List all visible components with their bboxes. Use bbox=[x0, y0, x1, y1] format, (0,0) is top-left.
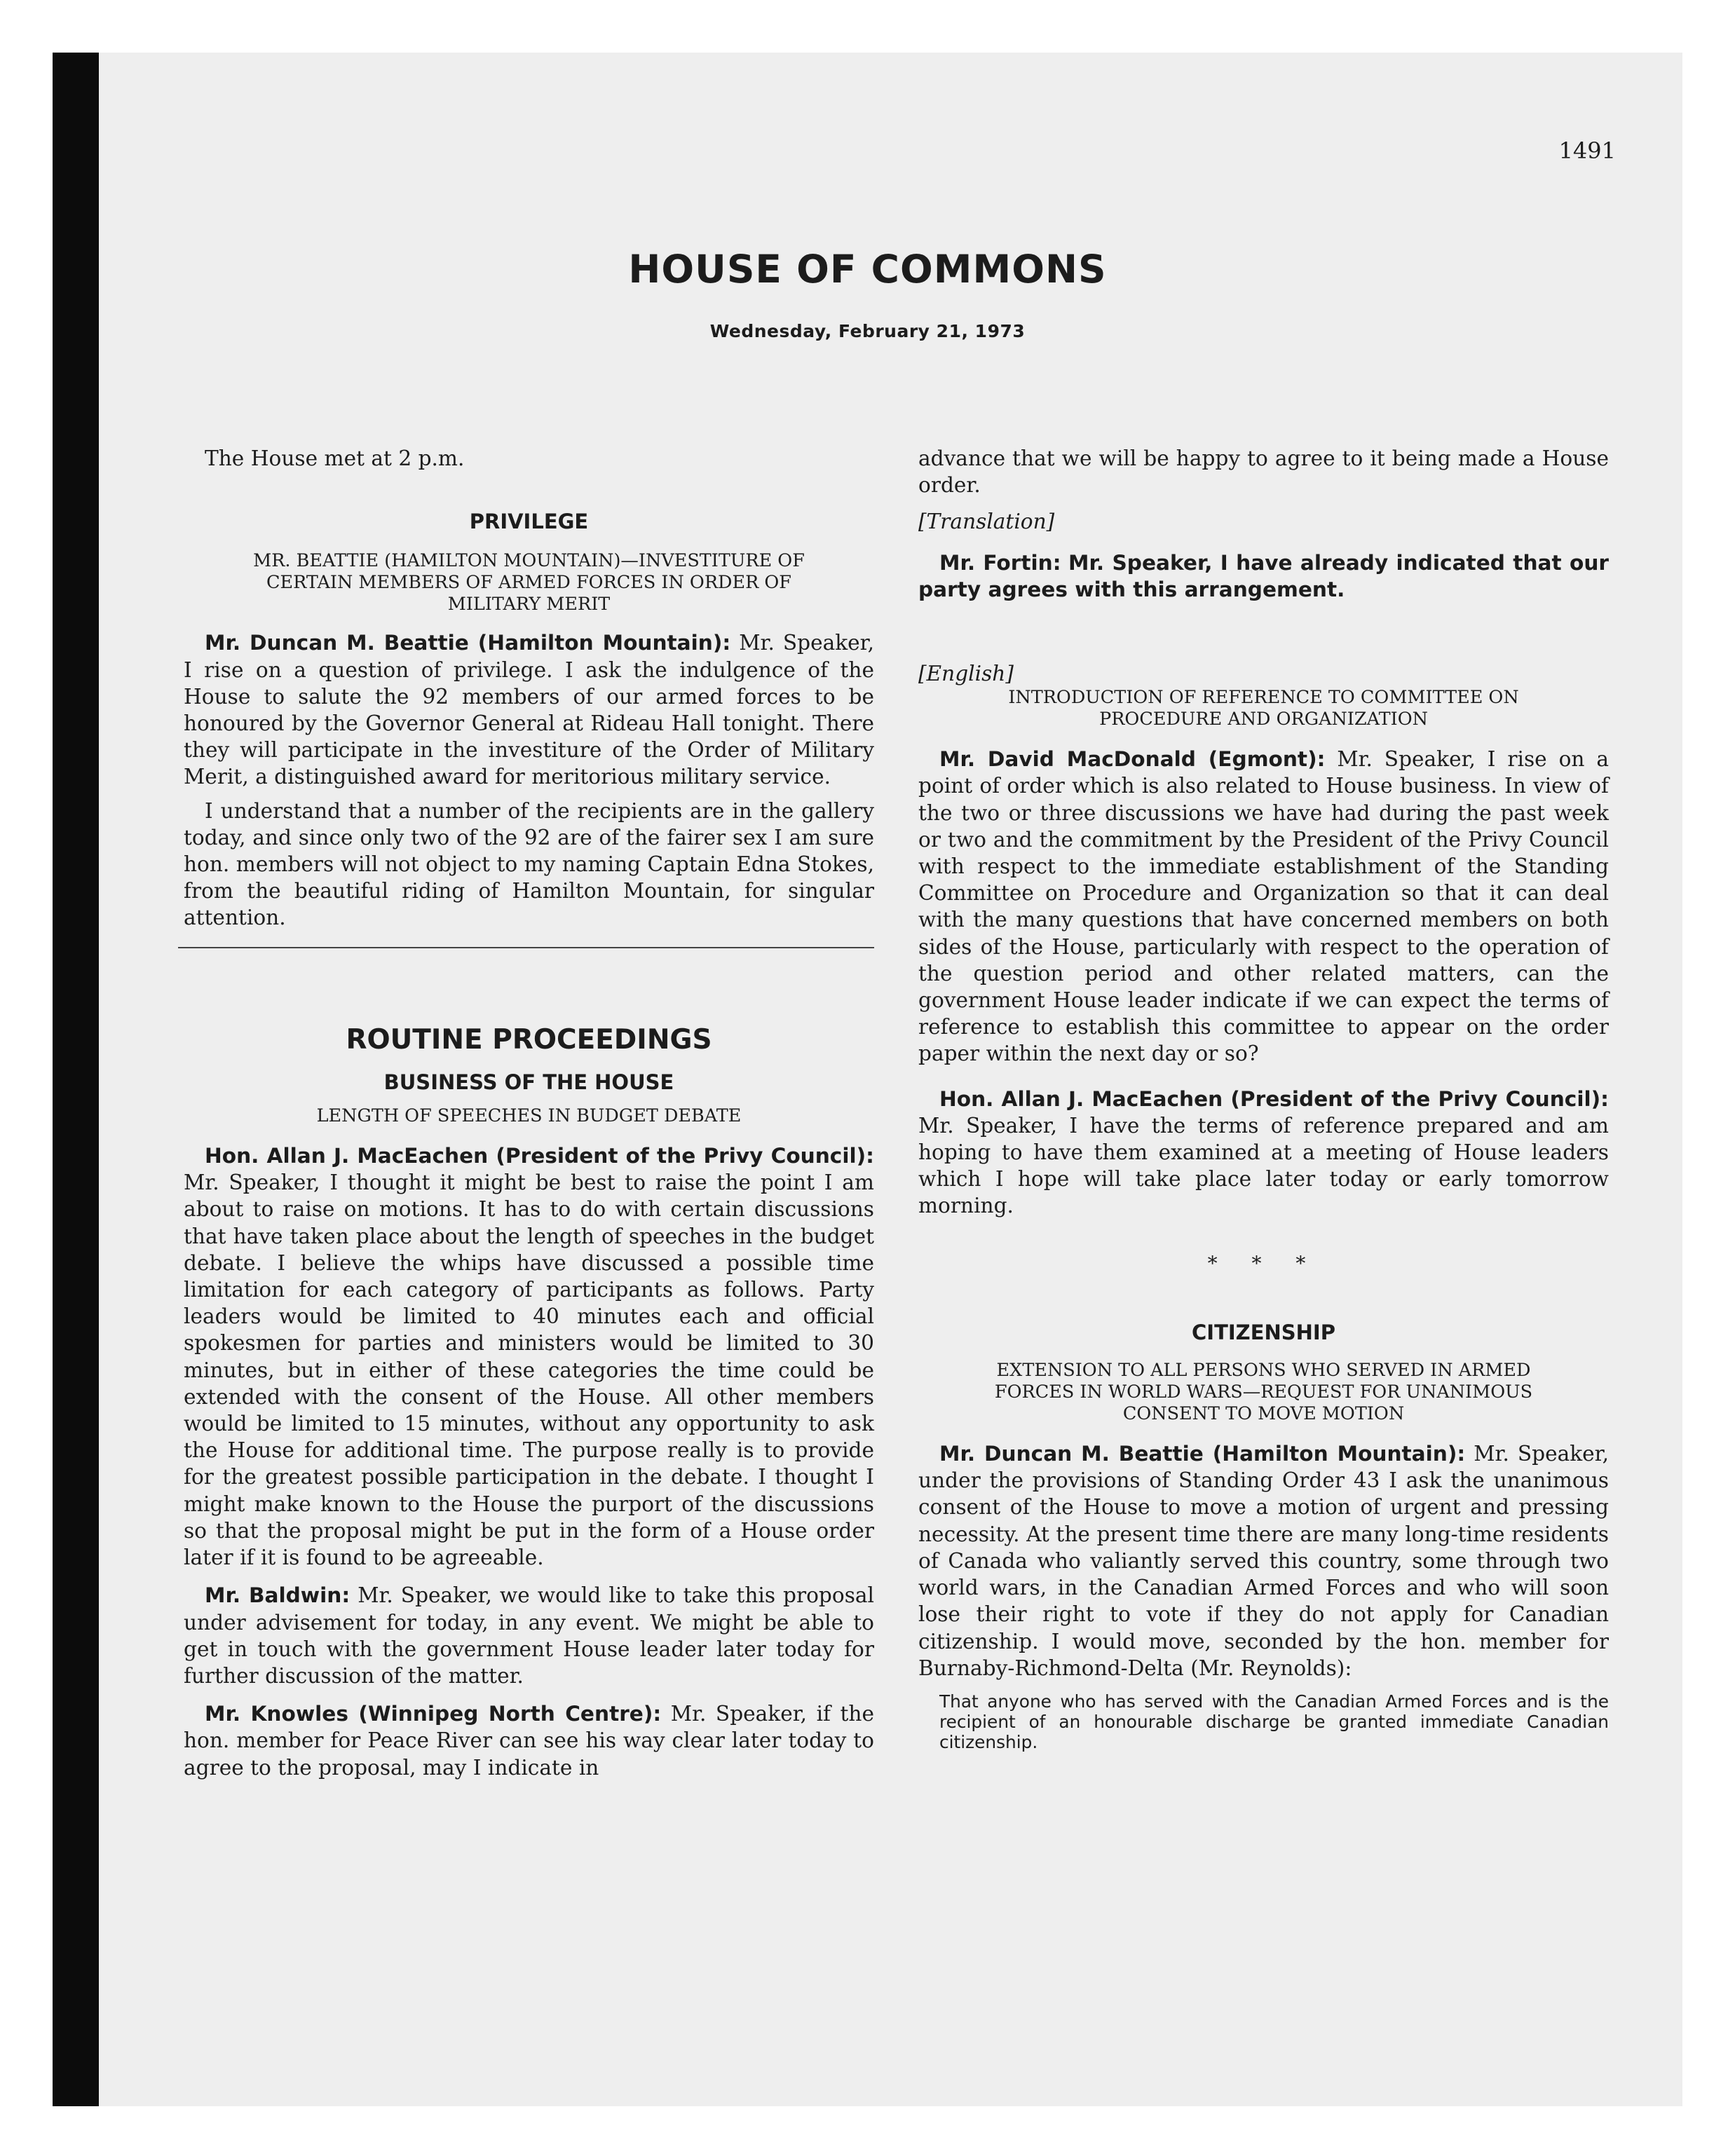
privilege-subhead-line-1: MR. BEATTIE (HAMILTON MOUNTAIN)—INVESTITURE OF bbox=[253, 550, 805, 572]
knowles-speech-continued: advance that we will be happy to agree to it being made a House order. bbox=[918, 446, 1609, 498]
speaker-name: Mr. Knowles (Winnipeg North Centre): bbox=[205, 1702, 662, 1726]
speech-text: Mr. Speaker, I have already indicated that our party agrees with this arrangement. bbox=[918, 550, 1609, 601]
citizenship-subhead-line-2: FORCES IN WORLD WARS—REQUEST FOR UNANIMOUS bbox=[994, 1381, 1533, 1403]
beattie-speech bbox=[184, 629, 874, 790]
english-label: [English] bbox=[918, 662, 1014, 686]
beattie-speech-continued: I understand that a number of the recipients are in the gallery today, and since only two of the 92 are of the fairer sex I am sure hon. members will not object to my naming Captain Edna Stokes, from the beautiful riding of Hamilton Mountain, for singular attention. bbox=[184, 798, 874, 930]
sitting-opening: The House met at 2 p.m. bbox=[205, 446, 465, 470]
citizenship-subhead-line-1: EXTENSION TO ALL PERSONS WHO SERVED IN ARMED bbox=[996, 1360, 1531, 1381]
speech-text: Mr. Speaker, if the hon. member for Peace River can see his way clear later today to agree to the proposal, may I indicate in bbox=[184, 1702, 874, 1780]
maceachen-reply bbox=[918, 1086, 1609, 1220]
routine-proceedings-heading: ROUTINE PROCEEDINGS bbox=[346, 1023, 712, 1056]
page-title: HOUSE OF COMMONS bbox=[628, 247, 1107, 292]
speaker-name: Mr. Fortin: bbox=[939, 550, 1061, 575]
beattie-motion-speech bbox=[918, 1440, 1609, 1681]
business-heading: BUSINESS OF THE HOUSE bbox=[383, 1070, 674, 1094]
privilege-subhead-line-2: CERTAIN MEMBERS OF ARMED FORCES IN ORDER OF bbox=[266, 572, 791, 594]
maceachen-speech bbox=[184, 1142, 874, 1571]
speaker-name: Hon. Allan J. MacEachen (President of the Privy Council): bbox=[939, 1086, 1609, 1111]
privilege-subhead-line-3: MILITARY MERIT bbox=[447, 594, 611, 615]
speaker-name: Mr. Duncan M. Beattie (Hamilton Mountain): bbox=[939, 1442, 1466, 1466]
knowles-speech bbox=[184, 1700, 874, 1781]
fortin-speech bbox=[918, 550, 1609, 603]
speech-text: Mr. Speaker, I thought it might be best to raise the point I am about to raise on motions. It has to do with certain discussions that have taken place about the length of speeches in the budget debate. I believe the whips have discussed a possible time limitation for each category of participants as follows. Party leaders would be limited to 40 minutes each and official spokesmen for parties and ministers would be limited to 30 minutes, but in either of these categories the time could be extended with the consent of the House. All other members would be limited to 15 minutes, without any opportunity to ask the House for additional time. The purpose really is to provide for the greatest possible participation in the debate. I thought I might make known to the House the purport of the discussions so that the proposal might be put in the form of a House order later if it is found to be agreeable. bbox=[184, 1171, 874, 1570]
sitting-date: Wednesday, February 21, 1973 bbox=[709, 321, 1026, 341]
speaker-name: Mr. Baldwin: bbox=[205, 1583, 351, 1608]
intro-subhead-line-1: INTRODUCTION OF REFERENCE TO COMMITTEE ON bbox=[1008, 687, 1519, 709]
speech-text: Mr. Speaker, I have the terms of reference prepared and am hoping to have them examined at a meeting of House leaders which I hope will take place later today or early tomorrow morning. bbox=[918, 1113, 1609, 1218]
speaker-name: Mr. David MacDonald (Egmont): bbox=[939, 747, 1326, 772]
speaker-name: Mr. Duncan M. Beattie (Hamilton Mountain): bbox=[205, 631, 731, 655]
binding-edge bbox=[53, 53, 99, 2106]
intro-subhead-line-2: PROCEDURE AND ORGANIZATION bbox=[1099, 709, 1428, 730]
right-column bbox=[918, 445, 1609, 1752]
citizenship-subhead-line-3: CONSENT TO MOVE MOTION bbox=[1122, 1403, 1405, 1425]
speech-text: Mr. Speaker, we would like to take this proposal under advisement for today, in any event. We might be able to get in touch with the government House leader later today for further discussion of the matter. bbox=[184, 1583, 874, 1688]
section-break-stars: * * * bbox=[1207, 1251, 1320, 1275]
baldwin-speech bbox=[184, 1582, 874, 1689]
page-number: 1491 bbox=[1558, 137, 1616, 164]
privilege-heading: PRIVILEGE bbox=[469, 510, 589, 534]
speech-text: Mr. Speaker, I rise on a question of privilege. I ask the indulgence of the House to salute the 92 members of our armed forces to be honoured by the Governor General at Rideau Hall tonight. There they will participate in the investiture of the Order of Military Merit, a distinguished award for meritorious military service. bbox=[184, 631, 874, 789]
speaker-name: Hon. Allan J. MacEachen (President of the Privy Council): bbox=[205, 1144, 874, 1168]
left-column bbox=[184, 445, 874, 1781]
macdonald-speech bbox=[918, 746, 1609, 1067]
motion-quote: That anyone who has served with the Canadian Armed Forces and is the recipient of an honourable discharge be granted immediate Canadian citizenship. bbox=[939, 1691, 1609, 1752]
translation-label: [Translation] bbox=[918, 510, 1055, 534]
speech-text: Mr. Speaker, under the provisions of Standing Order 43 I ask the unanimous consent of the House to move a motion of urgent and pressing necessity. At the present time there are many long-time residents of Canada who valiantly served this country, some through two world wars, in the Canadian Armed Forces and who will soon lose their right to vote if they do not apply for Canadian citizenship. I would move, seconded by the hon. member for Burnaby-Richmond-Delta (Mr. Reynolds): bbox=[918, 1442, 1609, 1680]
speech-text: Mr. Speaker, I rise on a point of order which is also related to House business. In view of the two or three discussions we have had during the past week or two and the commitment by the President of the Privy Council with respect to the immediate establishment of the Standing Committee on Procedure and Organization so that it can deal with the many questions that have concerned members on both sides of the House, particularly with respect to the operation of the question period and other related matters, can the government House leader indicate if we can expect the terms of reference to establish this committee to appear on the order paper within the next day or so? bbox=[918, 747, 1609, 1066]
business-subhead: LENGTH OF SPEECHES IN BUDGET DEBATE bbox=[316, 1105, 742, 1127]
citizenship-heading: CITIZENSHIP bbox=[1192, 1320, 1335, 1344]
